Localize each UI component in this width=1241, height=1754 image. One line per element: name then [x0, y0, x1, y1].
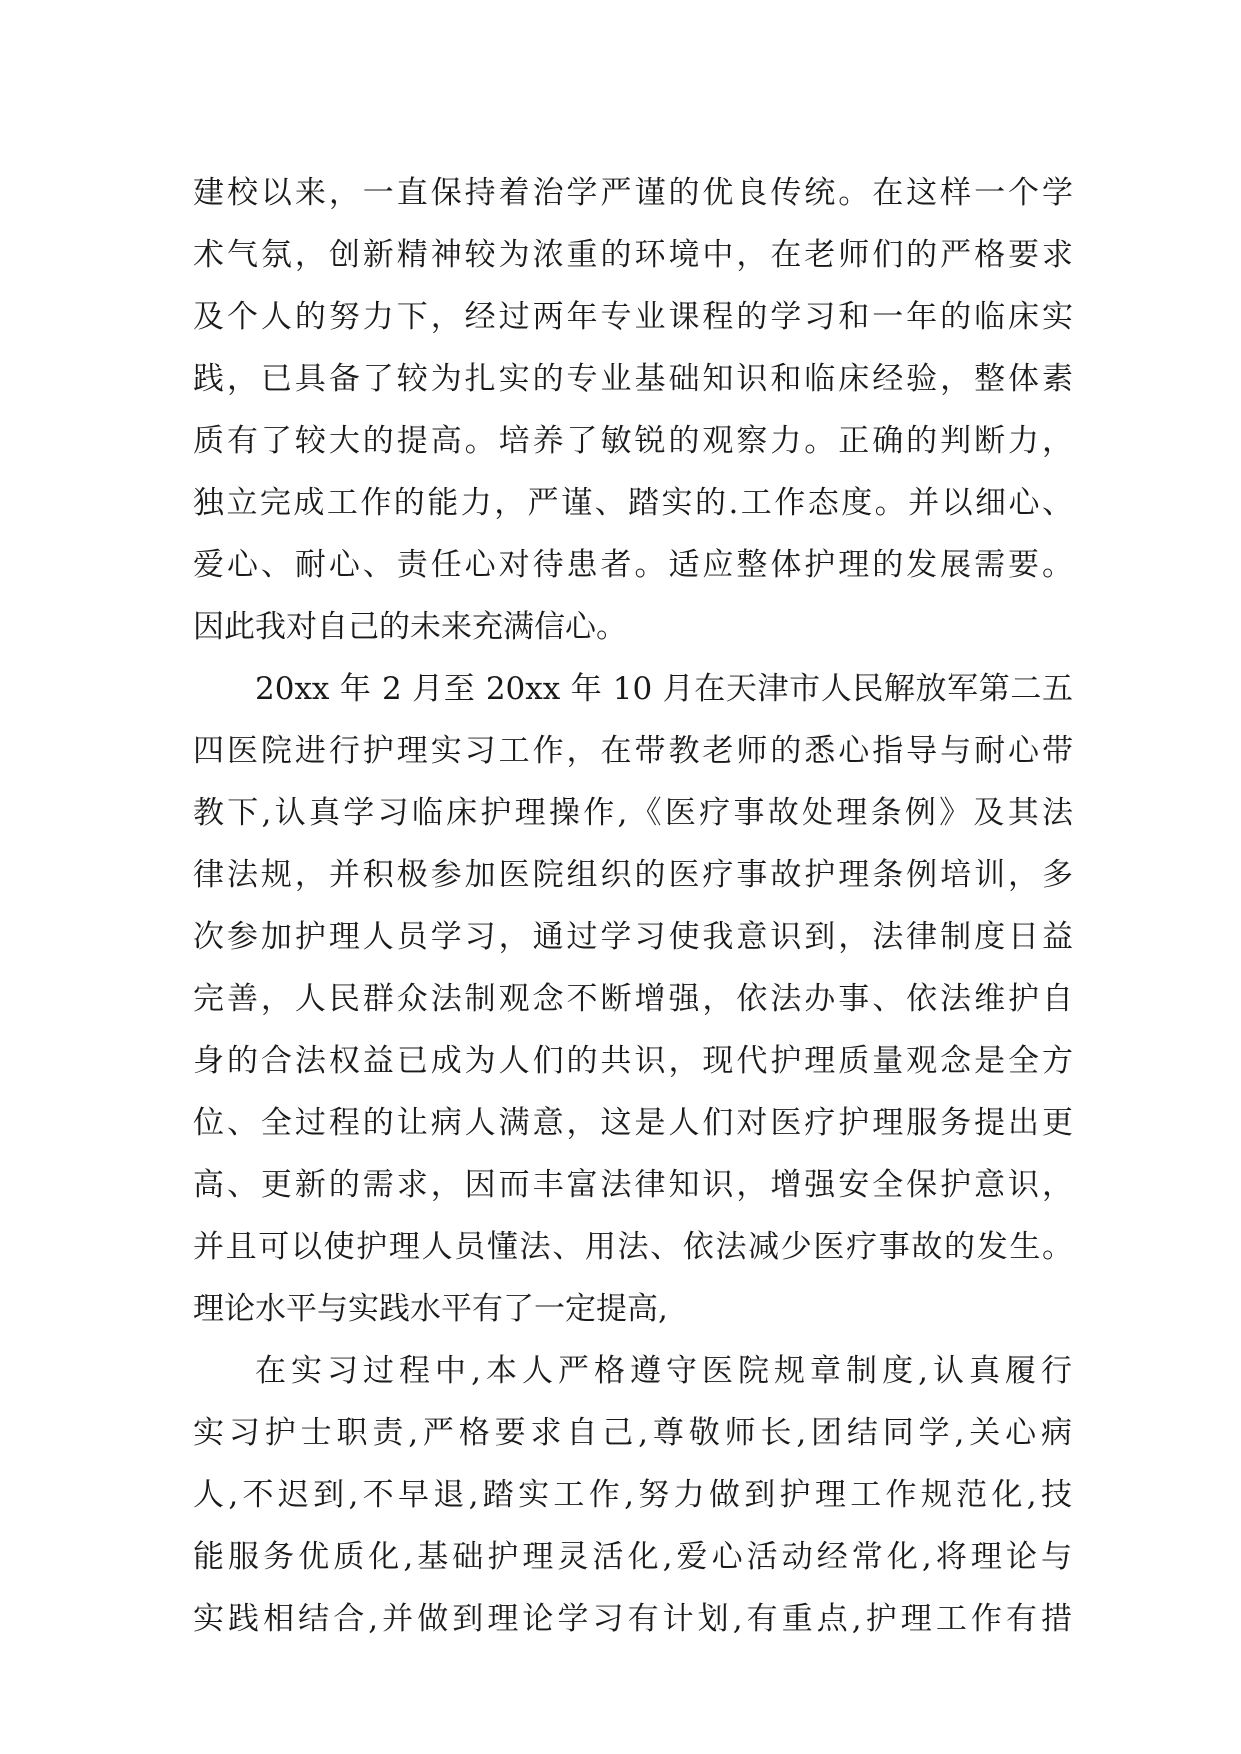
text-line: 术气氛，创新精神较为浓重的环境中，在老师们的严格要求	[193, 237, 1073, 273]
paragraph-2	[193, 658, 1073, 1340]
text-line: 理论水平与实践水平有了一定提高,	[193, 1291, 668, 1327]
text-line: 践，已具备了较为扎实的专业基础知识和临床经验，整体素	[193, 361, 1073, 397]
text-line: 爱心、耐心、责任心对待患者。适应整体护理的发展需要。	[193, 547, 1073, 583]
text-line: 能服务优质化,基础护理灵活化,爱心活动经常化,将理论与	[193, 1539, 1073, 1575]
text-line: 20xx 年 2 月至 20xx 年 10 月在天津市人民解放军第二五	[255, 671, 1073, 707]
text-line: 次参加护理人员学习，通过学习使我意识到，法律制度日益	[193, 919, 1073, 955]
text-line: 在实习过程中,本人严格遵守医院规章制度,认真履行	[255, 1353, 1073, 1389]
text-line: 完善，人民群众法制观念不断增强，依法办事、依法维护自	[193, 981, 1073, 1017]
text-line: 及个人的努力下，经过两年专业课程的学习和一年的临床实	[193, 299, 1073, 335]
text-line: 身的合法权益已成为人们的共识，现代护理质量观念是全方	[193, 1043, 1073, 1079]
document-body	[193, 162, 1073, 1650]
text-line: 并且可以使护理人员懂法、用法、依法减少医疗事故的发生。	[193, 1229, 1073, 1265]
text-line: 高、更新的需求，因而丰富法律知识，增强安全保护意识，	[193, 1167, 1073, 1203]
text-line: 实习护士职责,严格要求自己,尊敬师长,团结同学,关心病	[193, 1415, 1073, 1451]
text-line: 四医院进行护理实习工作，在带教老师的悉心指导与耐心带	[193, 733, 1073, 769]
text-line: 位、全过程的让病人满意，这是人们对医疗护理服务提出更	[193, 1105, 1073, 1141]
text-line: 教下,认真学习临床护理操作,《医疗事故处理条例》及其法	[193, 795, 1073, 831]
text-line: 因此我对自己的未来充满信心。	[193, 609, 627, 645]
text-line: 质有了较大的提高。培养了敏锐的观察力。正确的判断力，	[193, 423, 1073, 459]
paragraph-3	[193, 1340, 1073, 1650]
text-line: 建校以来，一直保持着治学严谨的优良传统。在这样一个学	[193, 175, 1073, 211]
paragraph-1	[193, 162, 1073, 658]
text-line: 人,不迟到,不早退,踏实工作,努力做到护理工作规范化,技	[193, 1477, 1073, 1513]
text-line: 律法规，并积极参加医院组织的医疗事故护理条例培训，多	[193, 857, 1073, 893]
text-line: 独立完成工作的能力，严谨、踏实的.工作态度。并以细心、	[193, 485, 1073, 521]
text-line: 实践相结合,并做到理论学习有计划,有重点,护理工作有措	[193, 1601, 1073, 1637]
